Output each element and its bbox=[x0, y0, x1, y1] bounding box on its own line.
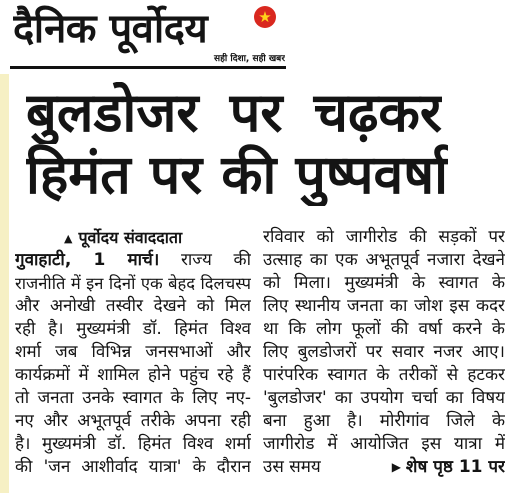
right-column-line: लिए स्थानीय जनता का जोश इस कदर bbox=[263, 296, 505, 316]
triangle-icon: ▲ bbox=[64, 232, 73, 245]
headline-line-1: बुलडोजर पर चढ़कर bbox=[26, 82, 442, 144]
right-column-line: को मिला। मुख्यमंत्री के स्वागत के bbox=[263, 273, 505, 293]
dateline: गुवाहाटी, 1 मार्च। bbox=[15, 250, 160, 270]
star-circle-icon: ★ bbox=[254, 6, 276, 28]
right-column-line: बना हुआ है। मोरीगांव जिले के bbox=[263, 411, 505, 431]
right-column-line: था कि लोग फूलों की वर्षा करने के bbox=[263, 319, 505, 339]
right-last-text: उस समय bbox=[263, 457, 321, 477]
left-column-line bbox=[15, 249, 251, 272]
continuation-text: शेष पृष्ठ 11 पर bbox=[405, 457, 505, 477]
right-column-line: उत्साह का एक अभूतपूर्व नजारा देखने bbox=[263, 250, 505, 270]
right-column-line: रविवार को जागीरोड की सड़कों पर bbox=[263, 227, 505, 247]
left-column-line: राजनीति में इन दिनों एक बेहद दिलचस्प bbox=[15, 274, 251, 293]
right-column-line: 'बुलडोजर' का उपयोग चर्चा का विषय bbox=[263, 388, 505, 408]
left-column-line: रही है। मुख्यमंत्री डॉ. हिमंत विश्व bbox=[15, 319, 251, 339]
masthead-tagline: सही दिशा, सही खबर bbox=[214, 54, 285, 64]
right-column-line: पारंपरिक स्वागत के तरीकों से हटकर bbox=[263, 365, 505, 385]
left-column-line: और अनोखी तस्वीर देखने को मिल bbox=[15, 296, 251, 316]
right-column-line: लिए बुलडोजरों पर सवार नजर आए। bbox=[263, 342, 505, 362]
left-column-line: है। मुख्यमंत्री डॉ. हिमंत विश्व शर्मा bbox=[15, 434, 251, 454]
masthead-rule bbox=[10, 66, 286, 69]
masthead-title: दैनिक पूर्वोदय bbox=[13, 6, 208, 52]
byline-text: पूर्वोदय संवाददाता bbox=[78, 228, 183, 247]
arrow-right-icon: ▶ bbox=[391, 460, 401, 474]
left-column-line: तो जनता उनके स्वागत के लिए नए- bbox=[15, 388, 251, 408]
right-column-line: जागीरोड में आयोजित इस यात्रा में bbox=[263, 434, 505, 454]
right-column-last-line bbox=[263, 456, 505, 479]
first-line-text: राज्य की bbox=[180, 250, 251, 270]
byline bbox=[64, 227, 244, 249]
headline-line-2: हिमंत पर की पुष्पवर्षा bbox=[26, 144, 448, 206]
left-column-line: की 'जन आशीर्वाद यात्रा' के दौरान bbox=[15, 457, 251, 477]
continuation-note bbox=[392, 456, 505, 479]
left-column-line: शर्मा जब विभिन्न जनसभाओं और bbox=[15, 342, 251, 362]
left-column-line: नए और अभूतपूर्व तरीके अपना रही bbox=[15, 411, 251, 431]
left-column-line: कार्यक्रमों में शामिल होने पहुंच रहे हैं bbox=[15, 365, 251, 385]
margin-strip bbox=[0, 74, 9, 493]
